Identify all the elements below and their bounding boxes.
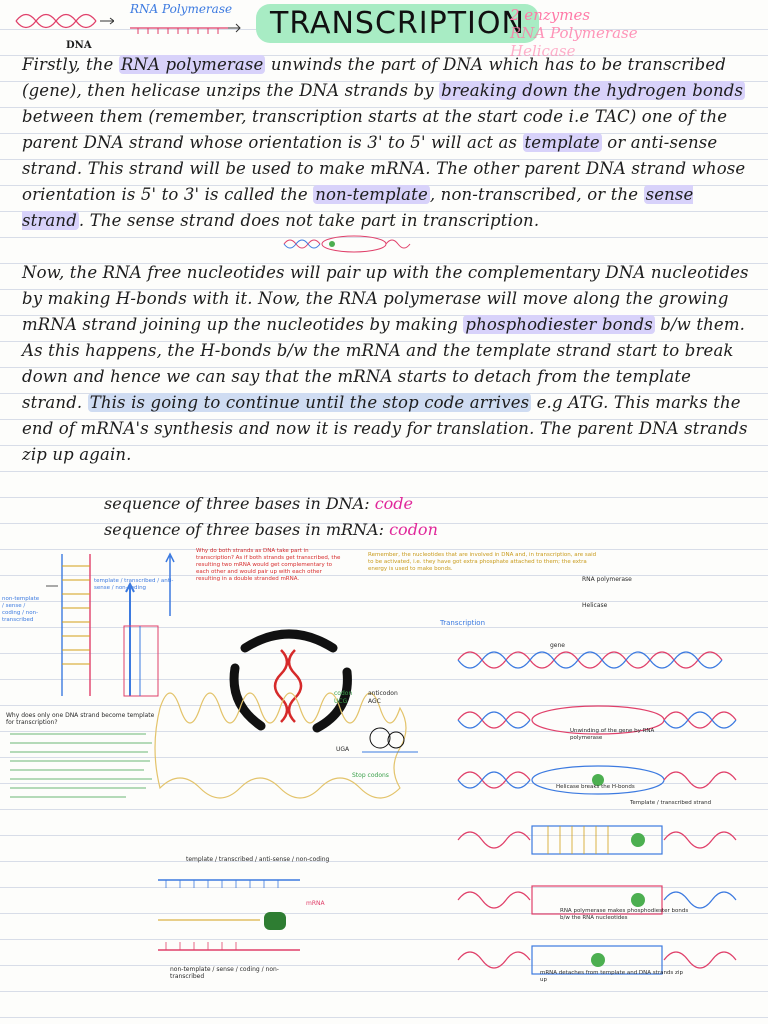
page-header [0,0,768,60]
polymerase-label: RNA Polymerase [130,2,233,16]
codon-bases: UCG [334,698,348,705]
text-segment: . The sense strand does not take part in transcription. [78,211,540,230]
helicase-legend: Helicase [582,602,608,609]
transcription-steps-sketch [448,630,744,990]
text-segment: Firstly, the [22,55,119,74]
recap-note: Remember, the nucleotides that are involved in DNA and, in transcription, are said to be activated, i.e. they have got extra phosphate attached to them; the extra energy is used to make bonds. [368,552,597,572]
highlight: sense strand [22,185,694,230]
definition-code [104,494,413,513]
text-segment: Now, the RNA free nucleotides will pair up with the complementary DNA nucleotides by making H-bonds with it. Now, the RNA polymerase will move along the growing mRNA strand joining up the nucleotides by making [22,263,749,334]
highlight: RNA polymerase [120,55,264,74]
text-segment: or anti-sense strand. This strand will be used to make mRNA. The other parent DNA strand whose orientation is 5' to 3' is called the [22,133,746,204]
step-unwinding-label: Unwinding of the gene by RNA polymerase [570,728,655,741]
text-segment: between them (remember, transcription starts at the start code i.e TAC) one of the parent DNA strand whose orientation is 3' to 5' will act as [22,107,728,152]
step-gene-label: gene [550,642,565,649]
enzyme-item: RNA Polymerase [510,24,638,42]
step-helicase-label: Helicase breaks the H-bonds [556,784,635,790]
highlight: phosphodiester bonds [465,315,653,334]
strand-pair-sketch [150,868,310,964]
paragraph-2 [22,260,752,468]
text-segment: unwinds the part of DNA which has to be transcribed (gene), then helicase unzips the DNA strands by [22,55,727,100]
paragraph-1 [22,52,752,234]
page-title: TRANSCRIPTION [256,4,539,43]
template-strand-label: template / transcribed / anti-sense / non-coding [94,578,174,591]
definition-term: code [374,494,414,513]
why-one-strand-note: Why does only one DNA strand become template for transcription? [6,712,155,726]
mrna-strand-icon [128,20,244,40]
rna-polymerase-legend: RNA polymerase [582,576,632,583]
definition-label: sequence of three bases in DNA: [104,494,370,513]
definition-codon [104,520,438,539]
dna-tag: DNA [66,40,92,51]
step-detach-label: mRNA detaches from template and DNA strands zip up [540,970,683,983]
transcription-heading: Transcription [440,619,486,627]
stop-codon-label: UGA [336,746,350,753]
text-segment: e.g ATG. This marks the end of mRNA's synthesis and now it is ready for translation. The parent DNA strands zip up again. [22,393,748,464]
step-template-label: Template / transcribed strand [630,800,712,806]
sense-bottom-label: non-template / sense / coding / non-transcribed [170,966,279,980]
definition-label: sequence of three bases in mRNA: [104,520,384,539]
template-top-label: template / transcribed / anti-sense / non-coding [186,856,330,863]
highlight: This is going to continue until the stop code arrives [89,393,530,412]
dna-helix-icon [14,6,114,36]
mrna-label: mRNA [306,900,325,907]
highlight: non-template [315,185,428,204]
definition-term: codon [389,520,438,539]
green-handwriting-lines [6,730,156,810]
stop-codons-label: Stop codons [352,772,389,779]
sense-strand-label: non-template / sense / coding / non-transcribed [2,596,40,623]
transcription-bubble-sketch [282,232,412,256]
ribosome-sketch [360,718,420,758]
text-segment: b/w them. As this happens, the H-bonds b/w the mRNA and the template strand start to break down and hence we can say that the mRNA starts to detach from the template strand. [22,315,746,412]
enzymes-heading: 2 enzymes [510,6,591,24]
step-phospho-label: RNA polymerase makes phosphodiester bonds b/w the RNA nucleotides [560,908,689,921]
enzyme-item: Helicase [510,42,576,60]
highlight: template [524,133,600,152]
text-segment: , non-transcribed, or the [429,185,644,204]
why-both-strands-note: Why do both strands as DNA take part in transcription? As if both strands get transcribed, the resulting two mRNA would get complementary to each other and would pair up with each other resulting in a double stranded mRNA. [196,548,341,582]
codon-label: codon [334,690,353,697]
highlight: breaking down the hydrogen bonds [441,81,744,100]
anticodon-bases: AGC [368,698,381,705]
anticodon-label: anticodon [368,690,398,697]
